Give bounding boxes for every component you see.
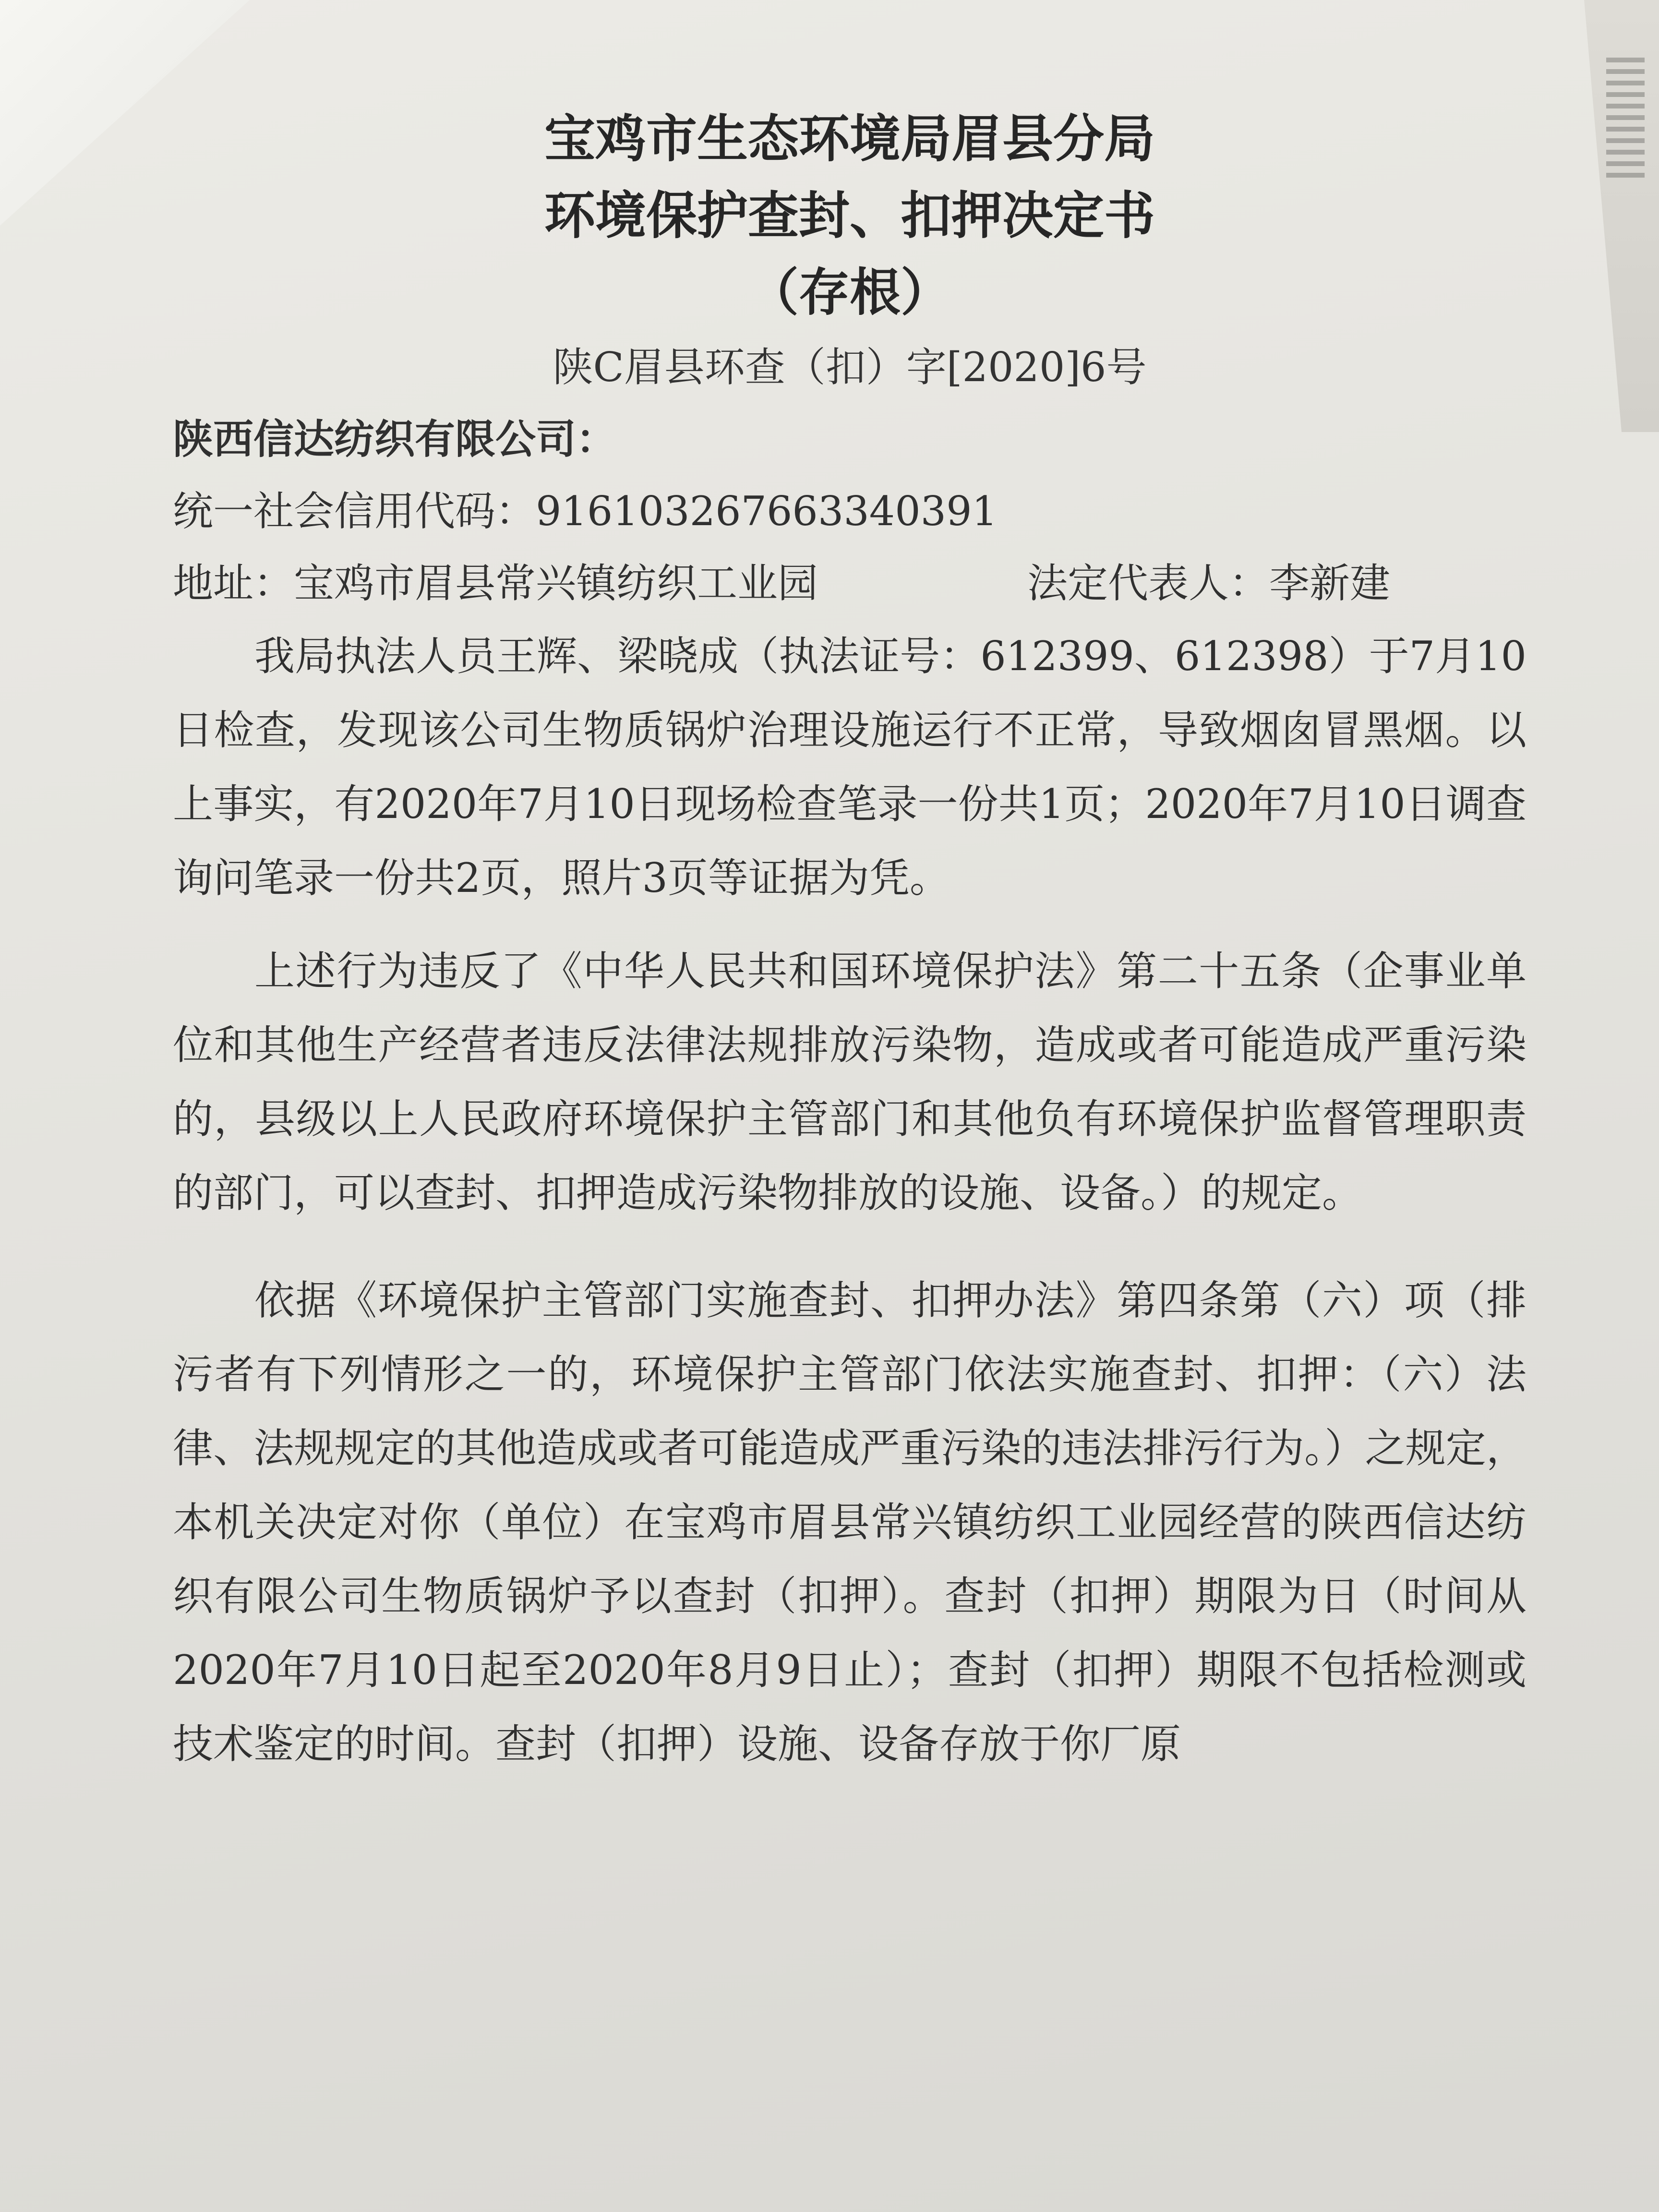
address: 地址：宝鸡市眉县常兴镇纺织工业园 (173, 560, 818, 607)
underlying-page-print (1606, 58, 1645, 182)
decision-paragraph: 依据《环境保护主管部门实施查封、扣押办法》第四条第（六）项（排污者有下列情形之一的，环境保护主管部门依法实施查封、扣押：（六）法律、法规规定的其他造成或者可能造成严重污染的违法排污行为。）之规定，本机关决定对你（单位）在宝鸡市眉县常兴镇纺织工业园经营的陕西信达纺织有限公司生物质锅炉予以查封（扣押）。查封（扣押）期限为日（时间从2020年7月10日起至2020年8月9日止）；查封（扣押）期限不包括检测或技术鉴定的时间。查封（扣押）设施、设备存放于你厂原 (173, 1277, 1527, 1767)
document-title-line-3: （存根） (748, 263, 951, 322)
address-row (173, 547, 1527, 619)
document-title-line-1: 宝鸡市生态环境局眉县分局 (544, 109, 1155, 168)
violation-paragraph: 上述行为违反了《中华人民共和国环境保护法》第二十五条（企事业单位和其他生产经营者违反法律法规排放污染物，造成或者可能造成严重污染的，县级以上人民政府环境保护主管部门和其他负有环境保护监督管理职责的部门，可以查封、扣押造成污染物排放的设施、设备。）的规定。 (173, 948, 1527, 1216)
facts-paragraph: 我局执法人员王辉、梁晓成（执法证号：612399、612398）于7月10日检查，发现该公司生物质锅炉治理设施运行不正常，导致烟囱冒黑烟。以上事实，有2020年7月10日现场检查笔录一份共1页；2020年7月10日调查询问笔录一份共2页，照片3页等证据为凭。 (173, 633, 1527, 902)
paragraph-gap (173, 915, 1527, 934)
document-number: 陕C眉县环查（扣）字[2020]6号 (553, 344, 1147, 391)
decision-document (173, 101, 1527, 1781)
document-title-line-2: 环境保护查封、扣押决定书 (544, 186, 1155, 245)
addressee: 陕西信达纺织有限公司： (173, 416, 617, 463)
credit-code: 统一社会信用代码：916103267663340391 (173, 488, 998, 535)
paragraph-gap (173, 1230, 1527, 1263)
legal-representative: 法定代表人：李新建 (1027, 560, 1391, 607)
